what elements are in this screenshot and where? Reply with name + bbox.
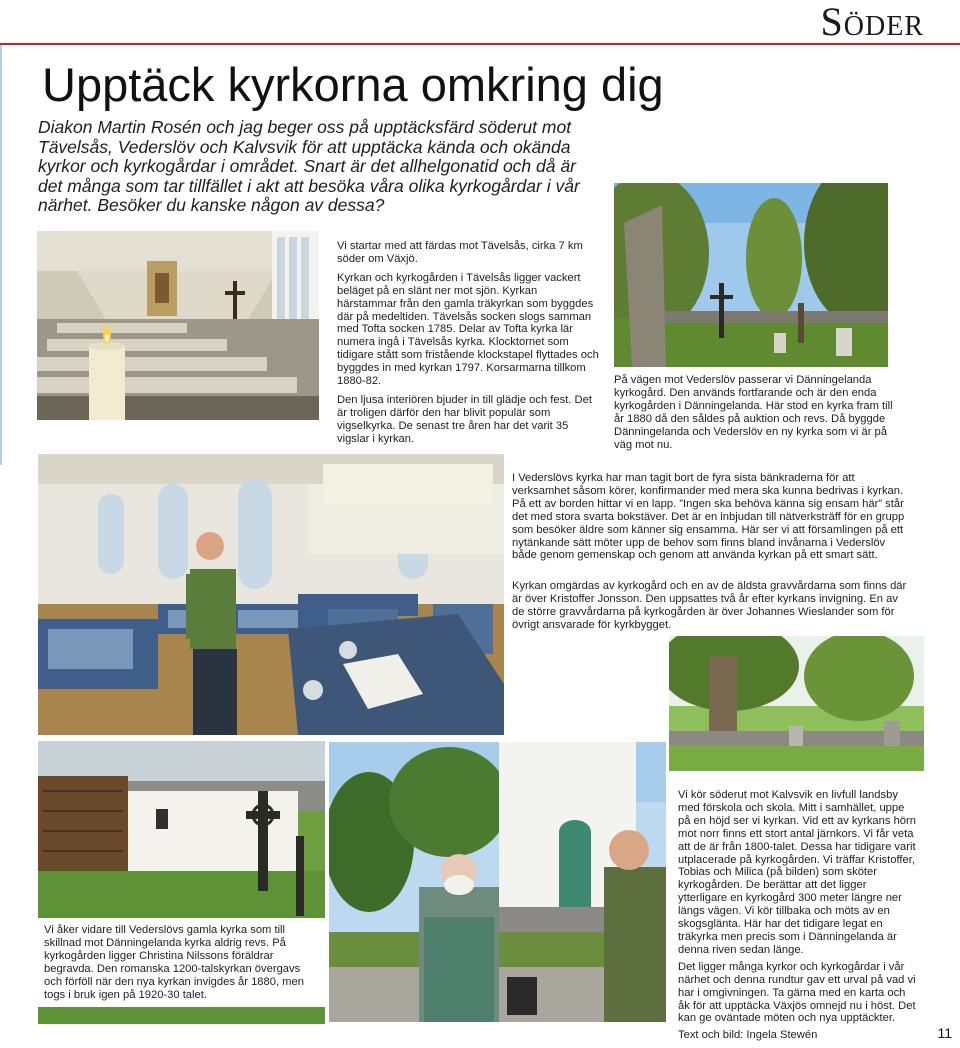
danningelanda-graveyard-photo bbox=[614, 183, 888, 367]
photo-credit: Text och bild: Ingela Stewén bbox=[678, 1029, 818, 1042]
margin-rule bbox=[0, 45, 2, 465]
tavelsas-interior-photo bbox=[37, 231, 319, 420]
headline: Upptäck kyrkorna omkring dig bbox=[42, 58, 664, 111]
kalvsvik-article bbox=[678, 789, 916, 1048]
old-church-caption: Vi åker vidare till Vederslövs gamla kyrka som till skillnad mot Dänningelanda kyrka aldrig revs. På kyrkogården ligger Christina Nilssons föräldrar begravda. Den romanska 1200-talskyrkan övergavs och förföll när den nya kyrkan invigdes år 1880, men togs i bruk igen på 1920-30 talet. bbox=[38, 918, 326, 1007]
section-rule bbox=[0, 43, 960, 45]
kalvsvik-photo bbox=[329, 742, 666, 1022]
vederslov-graveyard-photo bbox=[669, 636, 924, 771]
tavelsas-paragraph: Den ljusa interiören bjuder in till glädje och fest. Det är troligen därför den har blivit populär som vigselkyrka. De senast tre åren har det varit 35 vigslar i kyrkan. bbox=[337, 393, 592, 445]
vederslov-paragraph: Kyrkan omgärdas av kyrkogård och en av de äldsta gravvårdarna som finns där är över Kristoffer Jonsson. Den uppsattes två år efter kyrkans invigning. En av de större gravvårdarna på kyrkogården är över Johannes Wieslander som för övrigt ansvarade för kyrkbygget. bbox=[512, 580, 907, 632]
tavelsas-article bbox=[337, 240, 599, 452]
page-number: 11 bbox=[937, 1025, 952, 1041]
vederslov-interior-photo bbox=[38, 454, 504, 735]
section-label: Söder bbox=[820, 0, 924, 44]
vederslov-article bbox=[512, 472, 910, 638]
kalvsvik-paragraph: Vi kör söderut mot Kalvsvik en livfull landsby med förskola och skola. Mitt i samhället, uppe på en höjd ser vi kyrkan. Vid ett av kyrkans hörn mot norr finns ett stort antal järnkors. Vi får veta att de är från 1800-talet. Dessa har tidigare varit utplacerade på kyrkogården. Vi träffar Kristoffer, Tobias och Milica (på bilden) som sköter kyrkogården. De berättar att det ligger ytterligare en kyrkogård 300 meter längre ner längs vägen. Vi kör tillbaka och möts av en skogsglänta. Här har det tidigare legat en träkyrka men precis som i Dänningelanda är denna riven sedan länge. bbox=[678, 789, 916, 956]
vederslov-paragraph: I Vederslövs kyrka har man tagit bort de fyra sista bänkraderna för att verksamhet såsom körer, konfirmander med mera ska kunna bedrivas i kyrkan. På ett av borden hittar vi en lapp. ”Ingen ska behöva känna sig ensam här” står det med stora svarta bokstäver. Det är en inbjudan till nätverksträff för en grupp som besöker äldre som känner sig ensamma. Här ser vi att församlingen på ett nytänkande sätt möter upp de behov som finns bland invånarna i Vederslöv både genom gemenskap och genom att använda kyrkan på ett smart sätt. bbox=[512, 472, 905, 562]
kalvsvik-paragraph: Det ligger många kyrkor och kyrkogårdar i vår närhet och denna rundtur gav ett urval på vad vi har i omgivningen. Ta gärna med en karta och åk för att upptäcka Växjös omnejd nu i höst. Det kan ge oväntade möten och nya upptäckter. bbox=[678, 960, 916, 1025]
tavelsas-paragraph: Vi startar med att färdas mot Tävelsås, cirka 7 km söder om Växjö. bbox=[337, 240, 583, 265]
danningelanda-caption: På vägen mot Vederslöv passerar vi Dänningelanda kyrkogård. Den används fortfarande och är den enda kyrkogården i Dänningelanda. Här stod en kyrka fram till år 1880 då den såldes på auktion och revs. Då byggde Dänningelanda och Vederslöv en ny kyrka som vi är på väg mot nu. bbox=[614, 374, 893, 451]
tavelsas-paragraph: Kyrkan och kyrkogården i Tävelsås ligger vackert beläget på en slänt ner mot sjön. Kyrkan härstammar från den gamla träkyrkan som byggdes där på medeltiden. Tävelsås socken slogs samman med Tofta socken 1785. Delar av Tofta kyrka lär numera ingå i Tävelsås kyrka. Klocktornet som tidigare stått som fristående klockstapel flyttades och byggdes in med kyrkan 1797. Korsarmarna tillkom 1880-82. bbox=[337, 271, 599, 388]
intro-text: Diakon Martin Rosén och jag beger oss på upptäcksfärd söderut mot Tävelsås, Vederslöv och Kalvsvik för att upptäcka kända och okända kyrkor och kyrkogårdar i området. Snart är det allhelgonatid och då är det många som tar tillfället i akt att besöka våra olika kyrkogårdar i vår närhet. Besöker du kanske någon av dessa? bbox=[38, 117, 580, 215]
